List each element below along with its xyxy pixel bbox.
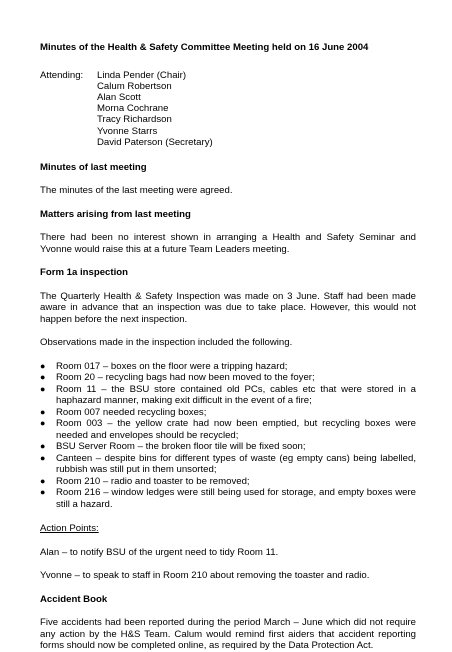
bullet-icon: ● (40, 372, 46, 383)
list-item-text: Canteen – despite bins for different types of waste (eg empty cans) being labelled, rubbish was still put in them unsorted; (56, 452, 416, 476)
bullet-icon: ● (40, 441, 46, 452)
matters-arising-text: There had been no interest shown in arranging a Health and Safety Seminar and Yvonne would raise this at a future Team Leaders meeting. (40, 232, 416, 255)
action-point-alan: Alan – to notify BSU of the urgent need to tidy Room 11. (40, 546, 279, 558)
minutes-text: The minutes of the last meeting were agreed. (40, 185, 233, 197)
action-points-label: Action Points: (40, 523, 99, 535)
accident-book-text: Five accidents had been reported during the period March – June which did not require any action by the H&S Team. Calum would remind first aiders that accident reporting forms should now be completed online, as required by the Data Protection Act. (40, 617, 416, 652)
bullet-icon: ● (40, 487, 46, 498)
attendee-name: Calum Robertson (97, 80, 172, 92)
matters-arising-heading: Matters arising from last meeting (40, 208, 191, 220)
bullet-icon: ● (40, 475, 46, 486)
list-item (40, 441, 416, 453)
list-item-text: Room 20 – recycling bags had now been moved to the foyer; (56, 372, 315, 384)
attendee-name: Tracy Richardson (97, 114, 172, 126)
form-inspection-text: The Quarterly Health & Safety Inspection was made on 3 June. Staff had been made aware in advance that an inspection was due to take place. However, this would not happen before the next inspection. (40, 290, 416, 325)
observations-list (40, 361, 416, 511)
observations-intro: Observations made in the inspection included the following. (40, 337, 293, 349)
list-item (40, 361, 416, 373)
list-item-text: Room 11 – the BSU store contained old PCs, cables etc that were stored in a haphazard manner, making exit difficult in the event of a fire; (56, 383, 416, 407)
list-item (40, 418, 416, 441)
bullet-icon: ● (40, 452, 46, 463)
list-item (40, 487, 416, 510)
attendees-block (40, 70, 416, 148)
attendee-name: Morna Cochrane (97, 103, 169, 115)
action-point-yvonne: Yvonne – to speak to staff in Room 210 about removing the toaster and radio. (40, 570, 370, 582)
accident-book-heading: Accident Book (40, 593, 108, 605)
attendee-name: David Paterson (Secretary) (97, 136, 213, 148)
minutes-heading: Minutes of last meeting (40, 161, 147, 173)
list-item-text: BSU Server Room – the broken floor tile will be fixed soon; (56, 441, 306, 453)
bullet-icon: ● (40, 406, 46, 417)
list-item (40, 407, 416, 419)
list-item-text: Room 003 – the yellow crate had now been emptied, but recycling boxes were needed and envelopes should be recycled; (56, 418, 416, 441)
attending-label: Attending: (40, 69, 84, 81)
list-item-text: Room 216 – window ledges were still being used for storage, and empty boxes were still a hazard. (56, 487, 416, 510)
bullet-icon: ● (40, 360, 46, 371)
bullet-icon: ● (40, 418, 46, 429)
attendee-name: Linda Pender (Chair) (97, 69, 187, 81)
list-item-text: Room 007 needed recycling boxes; (56, 406, 207, 418)
list-item (40, 453, 416, 476)
form-inspection-heading: Form 1a inspection (40, 267, 128, 279)
attendee-name: Yvonne Starrs (97, 125, 158, 137)
list-item (40, 384, 416, 407)
list-item-text: Room 017 – boxes on the floor were a tripping hazard; (56, 360, 288, 372)
list-item (40, 372, 416, 384)
bullet-icon: ● (40, 383, 46, 394)
attendee-name: Alan Scott (97, 91, 141, 103)
document-title: Minutes of the Health & Safety Committee Meeting held on 16 June 2004 (40, 42, 369, 53)
attendee-list (97, 70, 213, 148)
list-item-text: Room 210 – radio and toaster to be removed; (56, 475, 250, 487)
list-item (40, 476, 416, 488)
